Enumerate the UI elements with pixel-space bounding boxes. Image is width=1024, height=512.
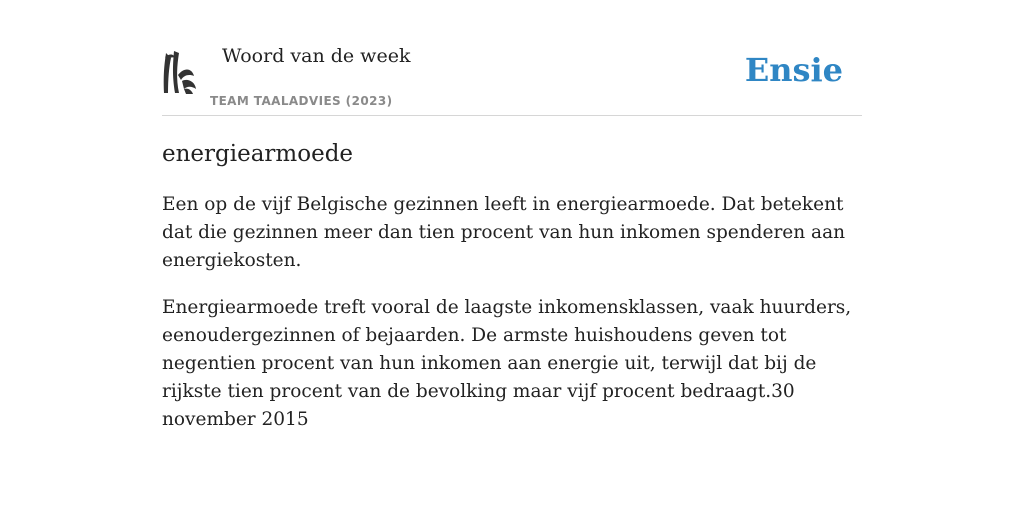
article-paragraph: Een op de vijf Belgische gezinnen leeft in energiearmoede. Dat betekent dat die gezinnen meer dan tien procent van hun inkomen spenderen aan energiekosten. bbox=[162, 194, 846, 271]
ensie-logo-link[interactable]: Ensie bbox=[744, 51, 843, 89]
header-title: Woord van de week bbox=[222, 45, 411, 67]
article-paragraph-text: Energiearmoede treft vooral de laagste inkomensklassen, vaak huurders, eenoudergezinnen of bejaarden. De armste huishoudens geven tot negentien procent van hun inkomen aan energie uit, terwijl dat bij de rijkste tien procent van de bevolking maar vijf procent bedraagt. bbox=[162, 297, 852, 402]
article bbox=[162, 137, 862, 453]
header-subtitle: TEAM TAALADVIES (2023) bbox=[210, 94, 393, 108]
header bbox=[162, 40, 862, 116]
flemish-lion-logo-icon bbox=[162, 49, 198, 95]
word-title: energiearmoede bbox=[162, 141, 354, 167]
article-paragraph bbox=[162, 294, 862, 434]
article-date: 30 november 2015 bbox=[162, 381, 795, 430]
